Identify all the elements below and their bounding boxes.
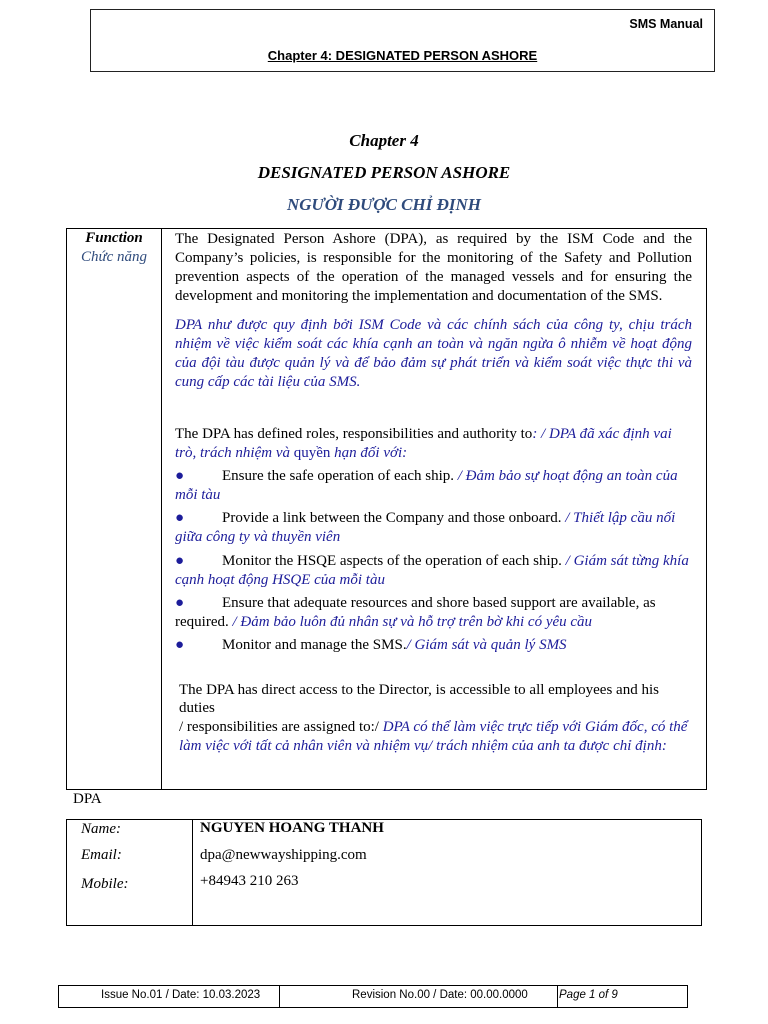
list-item	[175, 594, 692, 632]
name-label: Name:	[81, 821, 121, 837]
dpa-email: dpa@newwayshipping.com	[200, 847, 367, 863]
dpa-label: DPA	[73, 791, 102, 807]
function-description-vi: DPA như được quy định bởi ISM Code và các chính sách của công ty, chịu trách nhiệm về việc kiểm soát các khía cạnh an toàn và ngăn ngừa ô nhiễm về hoạt động của đội tàu được quản lý và để bảo đảm sự phát triển và kiểm soát việc thực thi và cung cấp các tài liệu của SMS.	[175, 317, 692, 390]
list-item	[175, 636, 692, 655]
bullet-vi: / Giám sát và quản lý SMS	[406, 637, 567, 653]
bullet-icon: ●	[175, 595, 185, 611]
roles-intro-vi-a: : / DPA đã xác định vai trò, trách nhiệm và	[175, 426, 672, 461]
roles-intro-en: The DPA has defined roles, responsibilities and authority to	[175, 426, 533, 442]
roles-intro-vi-c: hạn đối với:	[330, 445, 408, 461]
function-table	[66, 228, 707, 790]
roles-intro	[175, 425, 692, 463]
dpa-mobile: +84943 210 263	[200, 873, 299, 889]
list-item	[175, 552, 692, 590]
revision-info: Revision No.00 / Date: 00.00.0000	[352, 989, 528, 1001]
dpa-contact-table	[66, 819, 702, 926]
page-footer	[58, 985, 688, 1008]
chapter-title-en: DESIGNATED PERSON ASHORE	[257, 163, 511, 182]
table-divider	[192, 820, 193, 925]
function-description: The Designated Person Ashore (DPA), as required by the ISM Code and the Company’s policies, is responsible for the monitoring of the Safety and Pollution prevention aspects of the operation of the managed vessels and for ensuring the development and monitoring the implementation and documentation of the SMS.	[175, 231, 692, 304]
bullet-vi: / Giám sát từng khía cạnh hoạt động HSQE của mỗi tàu	[175, 553, 689, 588]
function-label: Function	[85, 230, 143, 246]
roles-intro-vi-b: quyền	[293, 445, 331, 461]
access-paragraph	[179, 718, 692, 756]
access-text-vi: DPA có thể làm việc trực tiếp với Giám đốc, có thể làm việc với tất cả nhân viên và nhiệm vụ/ trách nhiệm của anh ta được chỉ định:	[179, 719, 688, 754]
function-label-vi: Chức năng	[80, 249, 148, 265]
dpa-name: NGUYEN HOANG THANH	[200, 820, 384, 836]
bullet-icon: ●	[175, 637, 185, 653]
bullet-en: Monitor and manage the SMS.	[222, 637, 407, 653]
bullet-icon: ●	[175, 553, 185, 569]
header-chapter-title: Chapter 4: DESIGNATED PERSON ASHORE	[267, 48, 538, 63]
bullet-en: Monitor the HSQE aspects of the operation of each ship.	[222, 553, 566, 569]
access-text-en: The DPA has direct access to the Director, is accessible to all employees and his duties	[179, 682, 659, 716]
table-divider	[161, 229, 162, 789]
bullet-vi: / Đảm bảo luôn đủ nhân sự và hỗ trợ trên bờ khi có yêu cầu	[232, 614, 593, 630]
bullet-en: Provide a link between the Company and those onboard.	[222, 510, 566, 526]
footer-divider	[279, 986, 280, 1007]
bullet-vi: / Thiết lập cầu nối giữa công ty và thuyền viên	[175, 510, 676, 545]
bullet-vi: / Đảm bảo sự hoạt động an toàn của mỗi tàu	[175, 468, 678, 503]
mobile-label: Mobile:	[81, 876, 129, 892]
bullet-icon: ●	[175, 510, 185, 526]
bullet-en: Ensure that adequate resources and shore based support are available, as required.	[175, 595, 656, 630]
access-text-en-2: / responsibilities are assigned to:/	[179, 719, 383, 735]
footer-divider	[557, 986, 558, 1007]
list-item	[175, 467, 692, 505]
bullet-icon: ●	[175, 468, 185, 484]
page-header	[90, 9, 715, 72]
manual-title: SMS Manual	[629, 17, 703, 31]
chapter-heading: Chapter 4	[349, 131, 419, 150]
bullet-en: Ensure the safe operation of each ship.	[222, 468, 458, 484]
page-number: Page 1 of 9	[559, 989, 618, 1001]
chapter-title-vi: NGƯỜI ĐƯỢC CHỈ ĐỊNH	[286, 195, 481, 214]
list-item	[175, 509, 692, 547]
issue-info: Issue No.01 / Date: 10.03.2023	[101, 989, 261, 1001]
email-label: Email:	[81, 847, 122, 863]
